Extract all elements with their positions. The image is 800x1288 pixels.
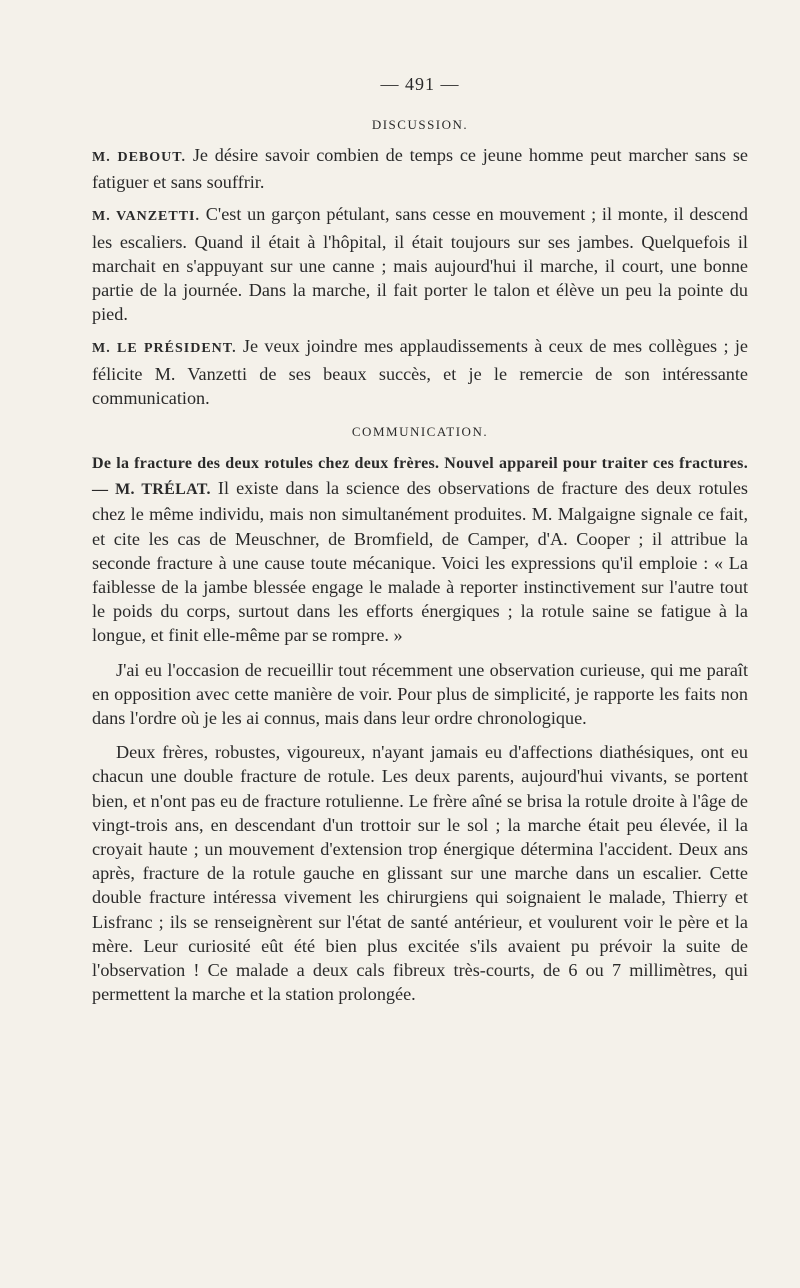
communication-heading: COMMUNICATION. (351, 424, 489, 440)
speaker-name: M. DEBOUT. (92, 150, 187, 165)
communication-title: De la fracture des deux rotules chez deux frères. Nouvel appareil pour traiter ces fractures. — M. TRÉLAT. (92, 455, 748, 499)
paragraph: J'ai eu l'occasion de recueillir tout récemment une observation curieuse, qui me paraît en opposition avec cette manière de voir. Pour plus de simplicité, je rapporte les faits non dans l'ordre où je les ai connus, mais dans leur ordre chronologique. (92, 659, 748, 729)
speaker-name: M. LE PRÉSIDENT. (92, 341, 237, 357)
discussion-heading: DISCUSSION. (371, 117, 469, 132)
paragraph: Deux frères, robustes, vigoureux, n'ayant jamais eu d'affections diathésiques, ont eu chacun une double fracture de rotule. Les deux parents, aujourd'hui vivants, se portent bien, et n'ont pas eu de fracture rotulienne. Le frère aîné se brisa la rotule droite à l'âge de vingt-trois ans, en descendant d'un trottoir sur le sol ; la marche était peu élevée, il la croyait haute ; un mouvement d'extension trop énergique détermina l'accident. Deux ans après, fracture de la rotule gauche en glissant sur une marche dans un escalier. Cette double fracture intéressa vivement les chirurgiens qui soignaient le malade, Thierry et Lisfranc ; ils se renseignèrent sur l'état de santé antérieur, et voulurent voir le père et la mère. Leur curiosité eût été bien plus excitée s'ils avaient pu prévoir la suite de l'observation ! Ce malade a deux cals fibreux très-courts, de 6 ou 7 millimètres, qui permettent la marche et la station prolongée. (92, 742, 748, 1005)
speaker-name: M. VANZETTI. (92, 209, 201, 225)
discussion-entry-vanzetti (92, 202, 748, 326)
speaker-text: Je désire savoir combien de temps ce jeune homme peut marcher sans se fatiguer et sans souffrir. (92, 145, 748, 193)
paragraph-text: Il existe dans la science des observations de fracture des deux rotules chez le même individu, mais non simultanément produites. M. Malgaigne signale ce fait, et cite les cas de Meuschner, de Bromfield, de Camper, d'A. Cooper ; il attribue la seconde fracture à une cause toute mécanique. Voici les expressions qu'il emploie : « La faiblesse de la jambe blessée engage le malade à reporter instinctivement sur l'autre tout le poids du corps, surtout dans les efforts énergiques ; la rotule saine se fatigue à la longue, et finit elle-même par se rompre. » (92, 478, 748, 646)
discussion-entry-president (92, 334, 748, 410)
discussion-entry-debout (92, 143, 748, 194)
speaker-text: Je veux joindre mes applaudissements à ceux de mes collègues ; je félicite M. Vanzetti de ses beaux succès, et je le remercie de son intéressante communication. (92, 336, 748, 408)
page-number: — 491 — (380, 74, 460, 94)
communication-first-paragraph (92, 450, 748, 648)
speaker-text: C'est un garçon pétulant, sans cesse en mouvement ; il monte, il descend les escaliers. Quand il était à l'hôpital, il était toujours sur ses jambes. Quelquefois il marchait en s'appuyant sur une canne ; mais aujourd'hui il marche, il court, une bonne partie de la journée. Dans la marche, il fait porter le talon et élève un peu la pointe du pied. (92, 204, 748, 325)
